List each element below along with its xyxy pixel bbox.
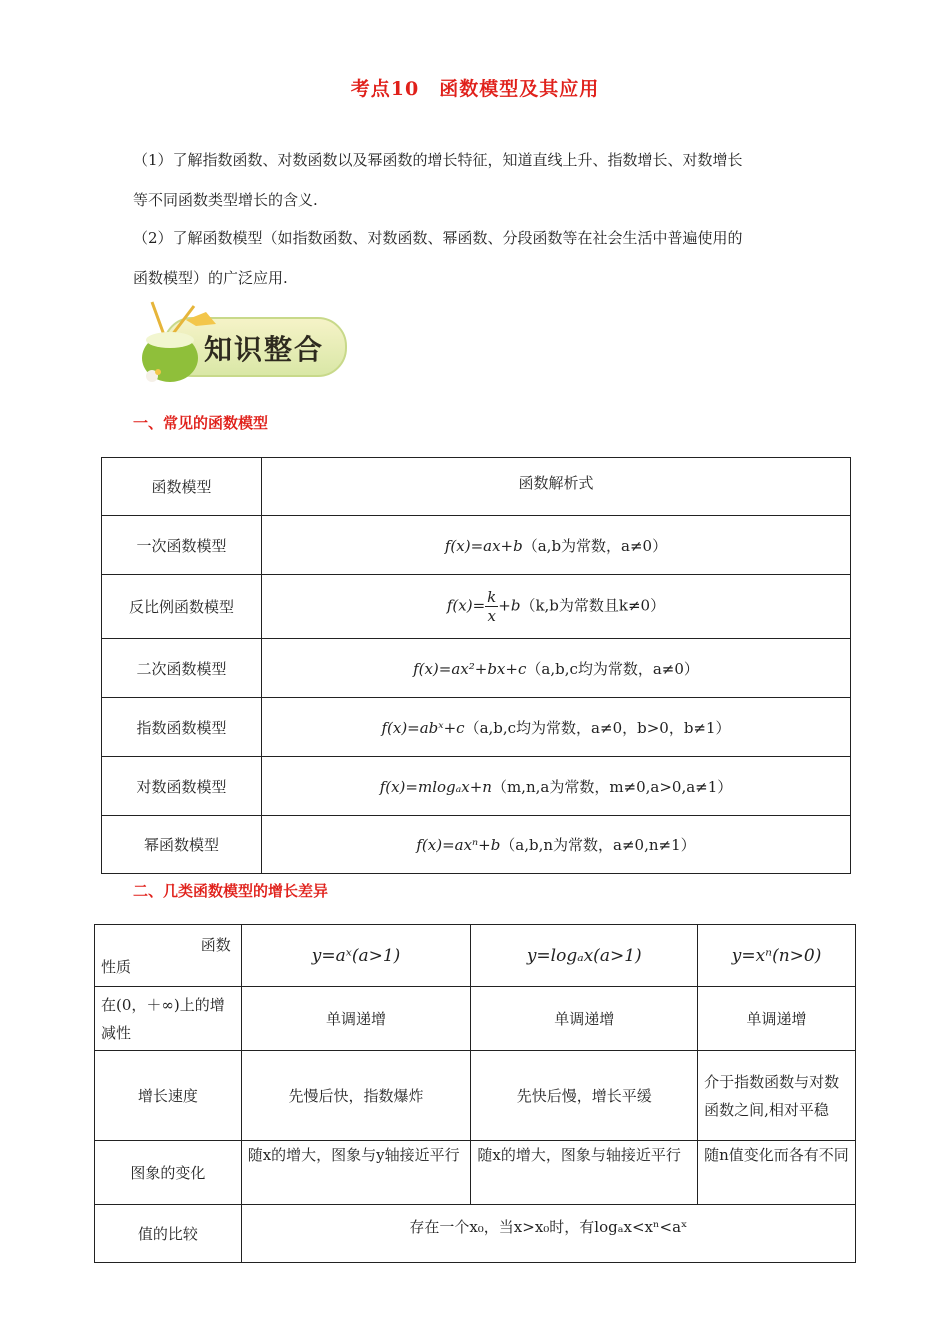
model-formula-cell (262, 516, 851, 575)
table-cell: 先快后慢，增长平缓 (471, 1051, 698, 1141)
table-row (102, 516, 851, 575)
formula-suffix: +b (498, 596, 521, 615)
table-row (95, 987, 856, 1051)
formula-condition: （k,b为常数且k≠0） (520, 596, 666, 615)
column-header: y=logₐx(a>1) (471, 925, 698, 987)
fraction-numerator: k (487, 588, 497, 606)
table-cell: 随x的增大，图象与y轴接近平行 (241, 1141, 471, 1205)
table-row (102, 698, 851, 757)
table-row (95, 925, 856, 987)
intro-line-3: （2）了解函数模型（如指数函数、对数函数、幂函数、分段函数等在社会生活中普遍使用的 (133, 229, 743, 247)
formula-condition: （a,b,c均为常数，a≠0） (526, 659, 699, 678)
table-cell: 单调递增 (471, 987, 698, 1051)
formula-condition: （a,b,n为常数，a≠0,n≠1） (500, 836, 696, 854)
model-formula-cell (262, 816, 851, 874)
table-row (102, 458, 851, 516)
model-name: 反比例函数模型 (102, 575, 262, 639)
row-label: 增长速度 (95, 1051, 242, 1141)
row-label: 在(0，＋∞)上的增减性 (95, 987, 242, 1051)
model-formula-cell (262, 575, 851, 639)
formula-condition: （m,n,a为常数，m≠0,a>0,a≠1） (491, 777, 733, 796)
table-row (102, 575, 851, 639)
formula-condition: （a,b为常数，a≠0） (522, 536, 668, 555)
knowledge-badge (134, 300, 349, 386)
corner-top-label: 函数 (200, 935, 231, 954)
table-row (95, 1051, 856, 1141)
column-header: y=aˣ(a>1) (241, 925, 471, 987)
model-formula-cell (262, 639, 851, 698)
formula: f(x)=ax+b (444, 536, 523, 555)
row-label: 图象的变化 (95, 1141, 242, 1205)
table-cell: 随n值变化而各有不同 (698, 1141, 856, 1205)
fraction (485, 588, 498, 625)
table-cell: 先慢后快，指数爆炸 (241, 1051, 471, 1141)
table-row (102, 639, 851, 698)
intro-line-2: 等不同函数类型增长的含义. (133, 191, 318, 209)
merged-cell: 存在一个x₀，当x>x₀时，有logₐx<xⁿ<aˣ (241, 1205, 855, 1263)
intro-line-4: 函数模型）的广泛应用. (133, 269, 288, 287)
table-header-cell: 函数解析式 (262, 458, 851, 516)
model-name: 幂函数模型 (102, 816, 262, 874)
model-name: 一次函数模型 (102, 516, 262, 575)
table-cell: 单调递增 (698, 987, 856, 1051)
formula: f(x)=ax²+bx+c (413, 659, 527, 678)
function-model-table (101, 457, 851, 874)
table-cell: 随x的增大，图象与轴接近平行 (471, 1141, 698, 1205)
formula: f(x)=axⁿ+b (416, 836, 501, 854)
table-row (102, 816, 851, 874)
table-cell: 介于指数函数与对数函数之间,相对平稳 (698, 1051, 856, 1141)
page-title: 考点10 函数模型及其应用 (350, 78, 600, 100)
model-name: 二次函数模型 (102, 639, 262, 698)
table-row (102, 757, 851, 816)
table-row (95, 1205, 856, 1263)
section-heading-2: 二、几类函数模型的增长差异 (133, 882, 329, 900)
growth-comparison-table (94, 924, 856, 1263)
model-formula-cell (262, 698, 851, 757)
badge-text: 知识整合 (204, 333, 325, 366)
formula: f(x)=mlogₐx+n (379, 777, 492, 796)
corner-bottom-label: 性质 (101, 957, 132, 976)
model-name: 指数函数模型 (102, 698, 262, 757)
column-header: y=xⁿ(n>0) (698, 925, 856, 987)
model-formula-cell (262, 757, 851, 816)
intro-line-1: （1）了解指数函数、对数函数以及幂函数的增长特征，知道直线上升、指数增长、对数增长 (133, 151, 743, 169)
table-row (95, 1141, 856, 1205)
model-name: 对数函数模型 (102, 757, 262, 816)
fraction-denominator: x (487, 607, 496, 625)
formula: f(x)=abˣ+c (381, 718, 465, 737)
section-heading-1: 一、常见的函数模型 (133, 414, 269, 432)
row-label: 值的比较 (95, 1205, 242, 1263)
table-header-cell: 函数模型 (102, 458, 262, 516)
table-cell: 单调递增 (241, 987, 471, 1051)
corner-cell (95, 925, 242, 987)
formula-prefix: f(x)= (446, 596, 486, 615)
formula-condition: （a,b,c均为常数，a≠0，b>0，b≠1） (464, 718, 731, 737)
